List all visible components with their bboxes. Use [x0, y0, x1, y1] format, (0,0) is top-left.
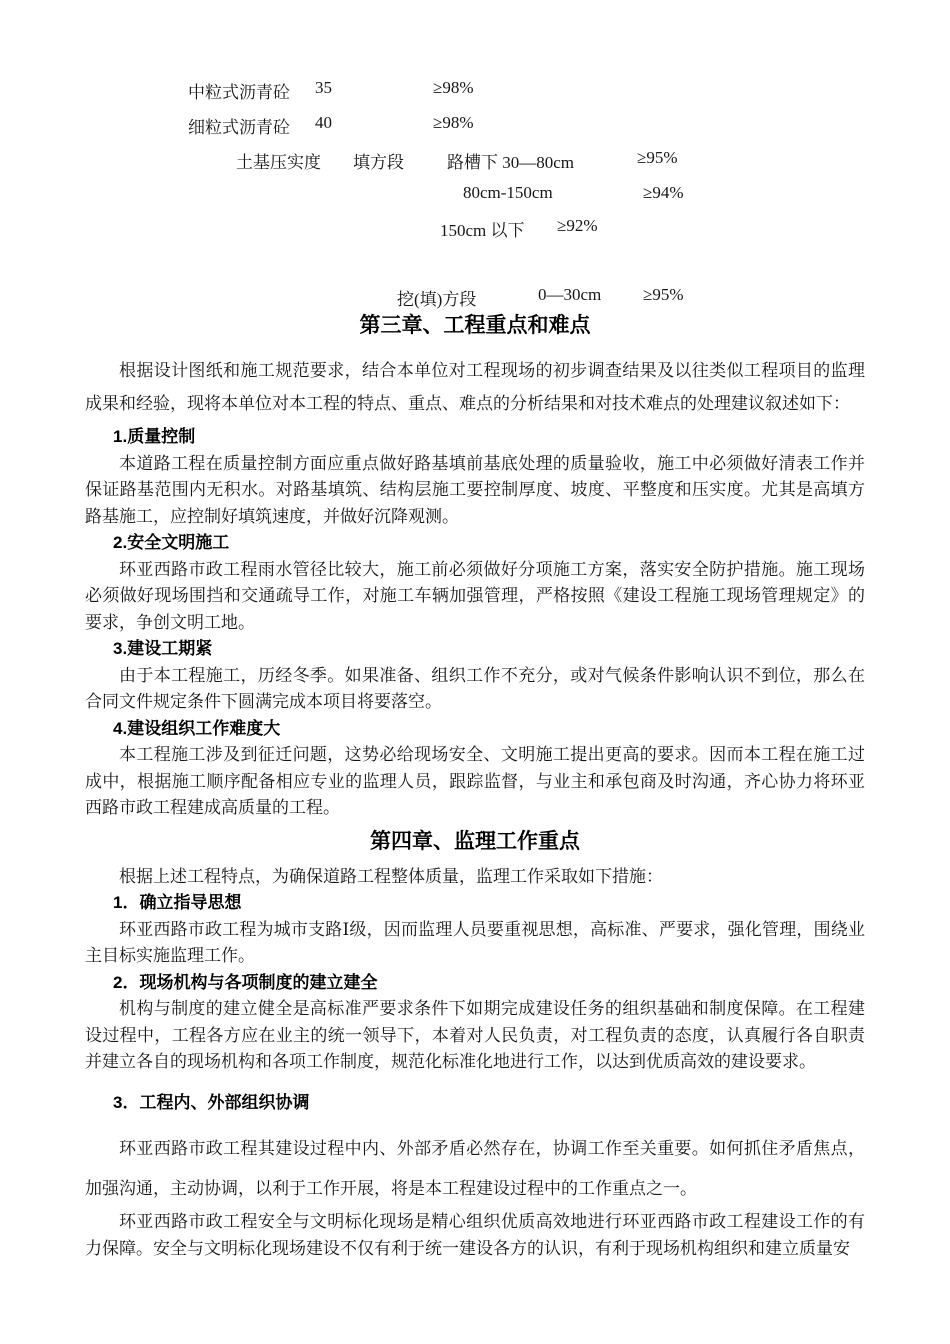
- chapter4-item1-body: 环亚西路市政工程为城市支路Ⅰ级，因而监理人员要重视思想，高标准、严要求，强化管理，围绕业主目标实施监理工作。: [85, 919, 865, 965]
- spec-requirement: ≥95%: [637, 148, 678, 167]
- spec-row: [0, 183, 950, 207]
- spec-material: 中粒式沥青砼: [188, 83, 290, 102]
- chapter3-item3-heading: 3.建设工期紧: [113, 639, 213, 658]
- spec-requirement: ≥95%: [643, 285, 684, 304]
- chapter3-intro: 根据设计图纸和施工规范要求，结合本单位对工程现场的初步调查结果及以往类似工程项目的监理成果和经验，现将本单位对本工程的特点、重点、难点的分析结果和对技术难点的处理建议叙述如下：: [85, 361, 865, 413]
- chapter3-item4-heading: 4.建设组织工作难度大: [113, 718, 281, 738]
- spec-row: [0, 113, 950, 137]
- chapter4-item1-heading: 1．确立指导思想: [113, 893, 242, 912]
- spec-row: [0, 78, 950, 102]
- spec-material: 细粒式沥青砼: [188, 118, 290, 137]
- spec-requirement: ≥98%: [433, 78, 474, 97]
- chapter3-item3-body: 由于本工程施工，历经冬季。如果准备、组织工作不充分，或对气候条件影响认识不到位，那么在合同文件规定条件下圆满完成本项目将要落空。: [85, 665, 865, 711]
- chapter3-item4-body: 本工程施工涉及到征迁问题，这势必给现场安全、文明施工提出更高的要求。因而本工程在施工过成中，根据施工顺序配备相应专业的监理人员，跟踪监督，与业主和承包商及时沟通，齐心协力将环亚西路市政工程建成高质量的工程。: [85, 745, 865, 817]
- spec-zone: 填方段: [353, 153, 404, 172]
- spec-depth-range: 80cm-150cm: [463, 183, 553, 202]
- chapter3-item1-heading: 1.质量控制: [113, 427, 196, 446]
- document-body: [85, 312, 865, 1262]
- spec-requirement: ≥98%: [433, 113, 474, 132]
- spec-requirement: ≥94%: [643, 183, 684, 202]
- spec-depth-range: 0—30cm: [538, 285, 602, 304]
- spec-thickness: 35: [315, 78, 332, 97]
- spec-row: [0, 216, 950, 240]
- spec-item: 土基压实度: [236, 153, 321, 172]
- chapter3-title: 第三章、工程重点和难点: [359, 314, 591, 337]
- spec-depth-range: 150cm 以下: [440, 221, 525, 240]
- chapter3-item2-heading: 2.安全文明施工: [113, 533, 230, 552]
- chapter4-item2-body: 机构与制度的建立健全是高标准严要求条件下如期完成建设任务的组织基础和制度保障。在工程建设过程中，工程各方应在业主的统一领导下，本着对人民负责，对工程负责的态度，认真履行各自职责并建立各自的现场机构和各项工作制度，规范化标准化地进行工作，以达到优质高效的建设要求。: [85, 999, 865, 1071]
- chapter4-item2-heading: 2．现场机构与各项制度的建立建全: [113, 972, 378, 992]
- spec-zone: 挖(填)方段: [397, 290, 477, 309]
- chapter3-item2-body: 环亚西路市政工程雨水管径比较大，施工前必须做好分项施工方案，落实安全防护措施。施工现场必须做好现场围挡和交通疏导工作，对施工车辆加强管理，严格按照《建设工程施工现场管理规定》的要求，争创文明工地。: [85, 559, 865, 632]
- chapter4-intro: 根据上述工程特点，为确保道路工程整体质量，监理工作采取如下措施：: [119, 866, 663, 886]
- spec-row: [0, 285, 950, 309]
- chapter3-item1-body: 本道路工程在质量控制方面应重点做好路基填前基底处理的质量验收，施工中必须做好清表工作并保证路基范围内无积水。对路基填筑、结构层施工要控制厚度、坡度、平整度和压实度。尤其是高填方路基施工，应控制好填筑速度，并做好沉降观测。: [85, 453, 865, 526]
- chapter4-item3-body-p2: 环亚西路市政工程安全与文明标化现场是精心组织优质高效地进行环亚西路市政工程建设工作的有力保障。安全与文明标化现场建设不仅有利于统一建设各方的认识，有利于现场机构组织和建立质量安: [85, 1212, 865, 1258]
- spec-requirement: ≥92%: [557, 216, 598, 235]
- spec-thickness: 40: [315, 113, 332, 132]
- chapter4-item3-body-p1: 环亚西路市政工程其建设过程中内、外部矛盾必然存在，协调工作至关重要。如何抓住矛盾焦点，加强沟通，主动协调，以利于工作开展，将是本工程建设过程中的工作重点之一。: [85, 1139, 865, 1198]
- chapter4-item3-heading: 3．工程内、外部组织协调: [113, 1092, 310, 1112]
- spec-depth-range: 路槽下 30—80cm: [447, 153, 575, 172]
- chapter4-title: 第四章、监理工作重点: [370, 829, 580, 853]
- spec-row: [0, 148, 950, 172]
